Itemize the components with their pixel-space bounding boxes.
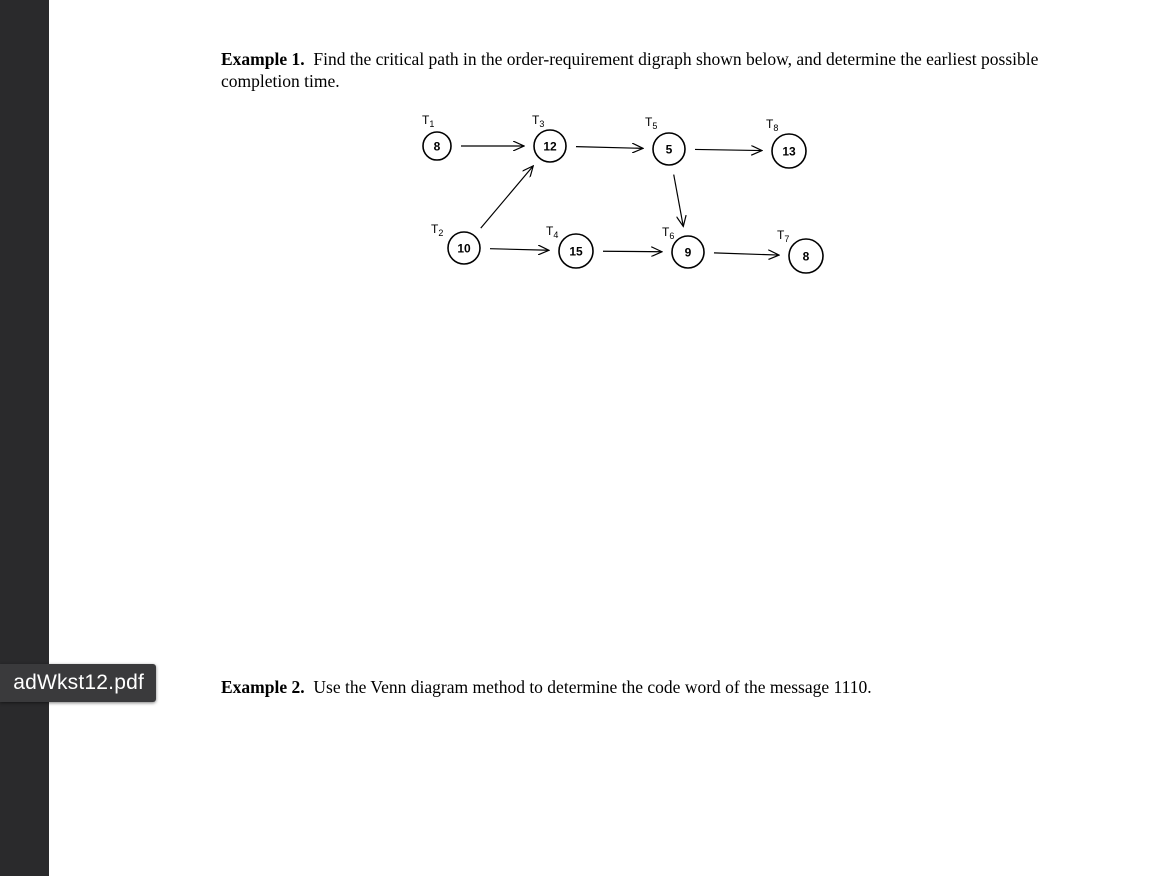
node-t5 <box>645 115 685 165</box>
node-label: $T_7$ <box>777 228 790 244</box>
example-1-paragraph <box>221 48 1051 92</box>
thumbnail-sidebar[interactable] <box>0 0 49 876</box>
node-time: 10 <box>457 241 471 256</box>
node-t8 <box>766 117 806 168</box>
edge-t3-to-t5 <box>576 147 643 149</box>
filename-tooltip-text: adWkst12.pdf <box>13 671 144 694</box>
node-time: 9 <box>684 245 692 260</box>
node-label: $T_6$ <box>662 225 675 241</box>
node-label: $T_2$ <box>431 222 444 238</box>
order-requirement-digraph <box>400 106 840 276</box>
edge-t5-to-t6 <box>674 175 684 227</box>
example-2-text: Use the Venn diagram method to determine the code word of the message 1110. <box>313 677 872 697</box>
node-time: 8 <box>433 139 441 154</box>
example-2-label: Example 2. <box>221 677 305 697</box>
edge-t6-to-t7 <box>714 253 779 255</box>
node-t3 <box>532 113 566 162</box>
node-t7 <box>777 228 823 273</box>
example-1-text: Find the critical path in the order-requirement digraph shown below, and determine the earliest possible completion time. <box>221 49 1039 91</box>
digraph-nodes <box>422 113 823 273</box>
edge-t2-to-t3 <box>481 166 533 228</box>
node-t6 <box>662 225 704 268</box>
node-time: 15 <box>569 244 583 259</box>
edge-t5-to-t8 <box>695 149 762 150</box>
node-t1 <box>422 113 451 160</box>
filename-tooltip <box>0 664 156 702</box>
node-time: 5 <box>665 142 673 157</box>
node-label: $T_8$ <box>766 117 779 133</box>
node-t4 <box>546 224 593 268</box>
edge-t4-to-t6 <box>603 251 662 252</box>
node-time: 8 <box>802 249 810 264</box>
node-t2 <box>431 222 480 264</box>
node-time: 13 <box>782 144 796 159</box>
digraph-edges <box>461 146 779 255</box>
node-label: $T_1$ <box>422 113 435 129</box>
edge-t2-to-t4 <box>490 249 549 251</box>
node-label: $T_3$ <box>532 113 545 129</box>
example-1-label: Example 1. <box>221 49 305 69</box>
node-label: $T_5$ <box>645 115 658 131</box>
example-2-paragraph <box>221 676 1051 698</box>
node-label: $T_4$ <box>546 224 559 240</box>
node-time: 12 <box>543 139 557 154</box>
